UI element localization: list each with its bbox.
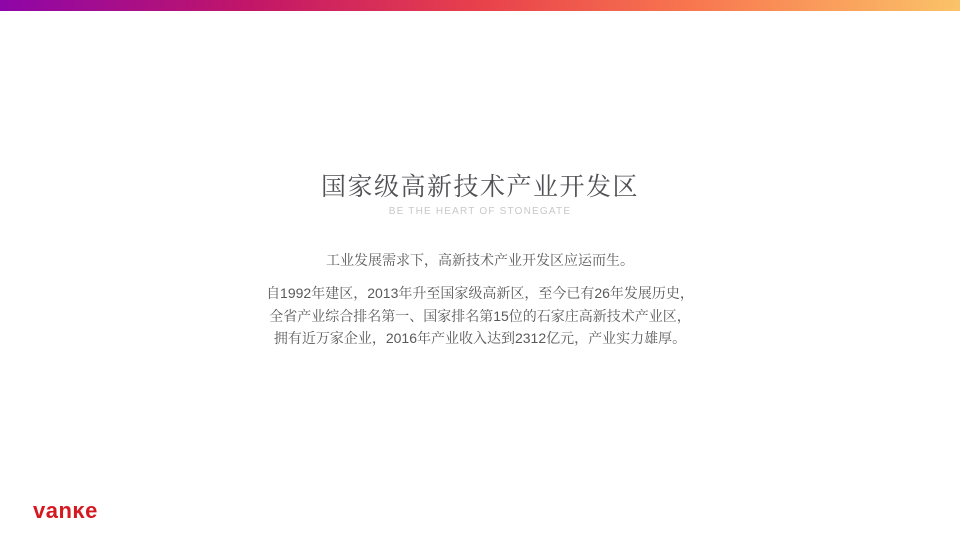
paragraph-line: 全省产业综合排名第一、国家排名第15位的石家庄高新技术产业区， bbox=[269, 307, 691, 324]
intro-sentence: 工业发展需求下，高新技术产业开发区应运而生。 bbox=[326, 252, 634, 268]
top-gradient-bar bbox=[0, 0, 960, 11]
paragraph-line: 拥有近万家企业，2016年产业收入达到2312亿元，产业实力雄厚。 bbox=[273, 330, 687, 346]
vanke-logo: vanĸe bbox=[33, 498, 98, 523]
slide-title: 国家级高新技术产业开发区 bbox=[320, 173, 639, 201]
paragraph-line: 自1992年建区，2013年升至国家级高新区，至今已有26年发展历史， bbox=[266, 285, 694, 301]
body-paragraph bbox=[0, 282, 960, 350]
slide-subtitle: BE THE HEART OF STONEGATE bbox=[388, 206, 572, 217]
